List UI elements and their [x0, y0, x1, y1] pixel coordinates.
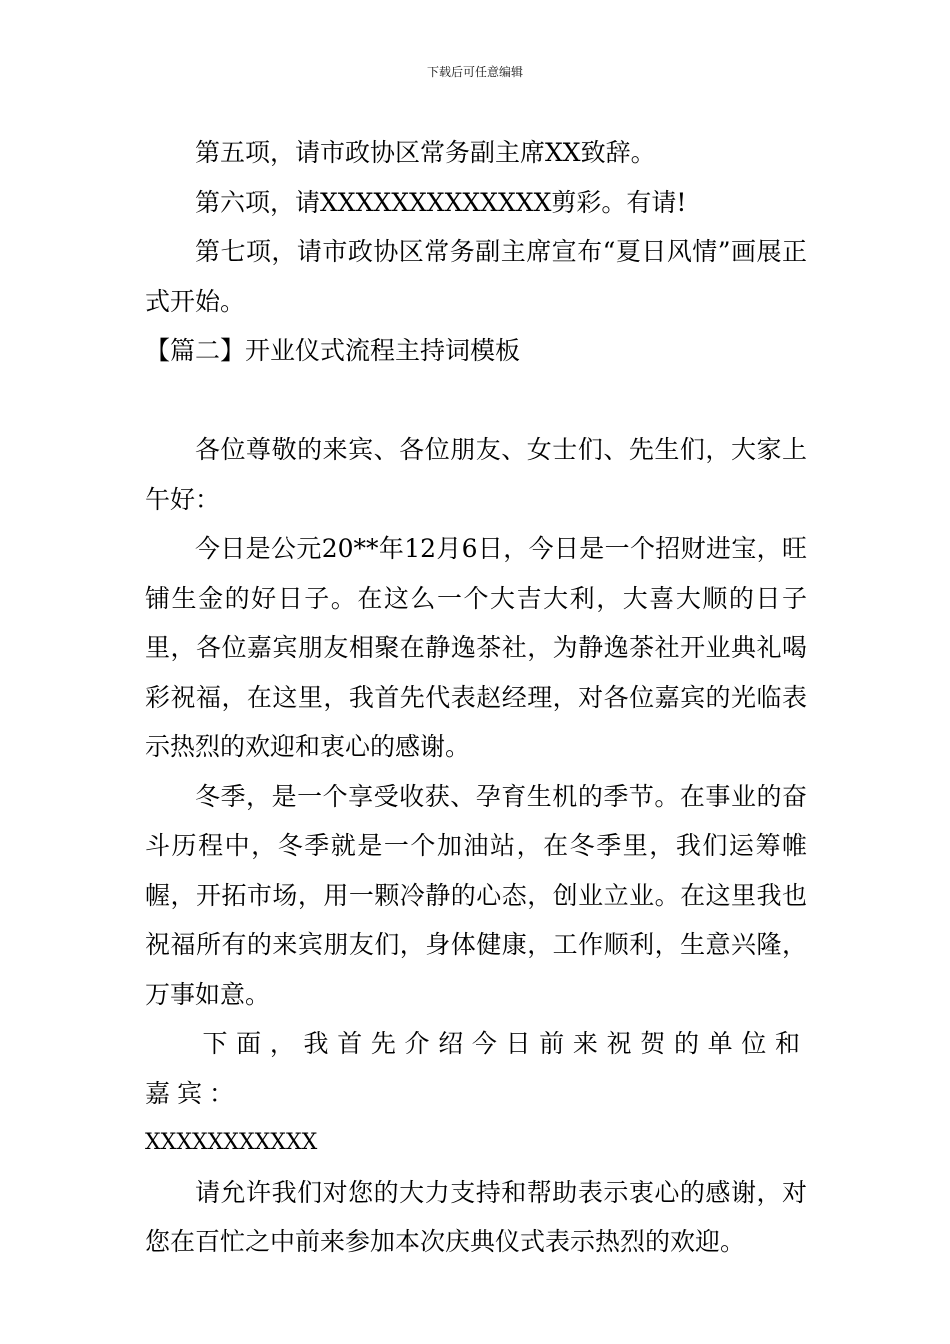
- paragraph-thanks: 请允许我们对您的大力支持和帮助表示衷心的感谢，对您在百忙之中前来参加本次庆典仪式表示热烈的欢迎。: [145, 1177, 807, 1256]
- paragraph-date: 今日是公元20**年12月6日，今日是一个招财进宝，旺铺生金的好日子。在这么一个大吉大利，大喜大顺的日子里，各位嘉宾朋友相聚在静逸茶社，为静逸茶社开业典礼喝彩祝福，在这里，我首先代表赵经理，对各位嘉宾的光临表示热烈的欢迎和衷心的感谢。: [145, 534, 807, 761]
- paragraph-item-5: 第五项，请市政协区常务副主席XX致辞。: [195, 138, 656, 167]
- paragraph-greeting: 各位尊敬的来宾、各位朋友、女士们、先生们，大家上午好：: [145, 435, 807, 514]
- paragraph-item-6: 第六项，请XXXXXXXXXXXXX剪彩。有请!: [195, 187, 687, 217]
- paragraph-item-7: 第七项，请市政协区常务副主席宣布“夏日风情”画展正式开始。: [145, 237, 807, 316]
- paragraph-winter: 冬季，是一个享受收获、孕育生机的季节。在事业的奋斗历程中，冬季就是一个加油站，在冬季里，我们运筹帷幄，开拓市场，用一颗冷静的心态，创业立业。在这里我也祝福所有的来宾朋友们，身体健康，工作顺利，生意兴隆，万事如意。: [145, 781, 807, 1009]
- document-body: [145, 128, 807, 1267]
- guest-placeholder: XXXXXXXXXXX: [145, 1130, 318, 1155]
- section-heading: 【篇二】开业仪式流程主持词模板: [145, 336, 521, 365]
- blank-line: [145, 376, 807, 426]
- page-header-note: 下载后可任意编辑: [426, 65, 523, 79]
- paragraph-introduction: 下面，我首先介绍今日前来祝贺的单位和嘉宾：: [145, 1029, 807, 1108]
